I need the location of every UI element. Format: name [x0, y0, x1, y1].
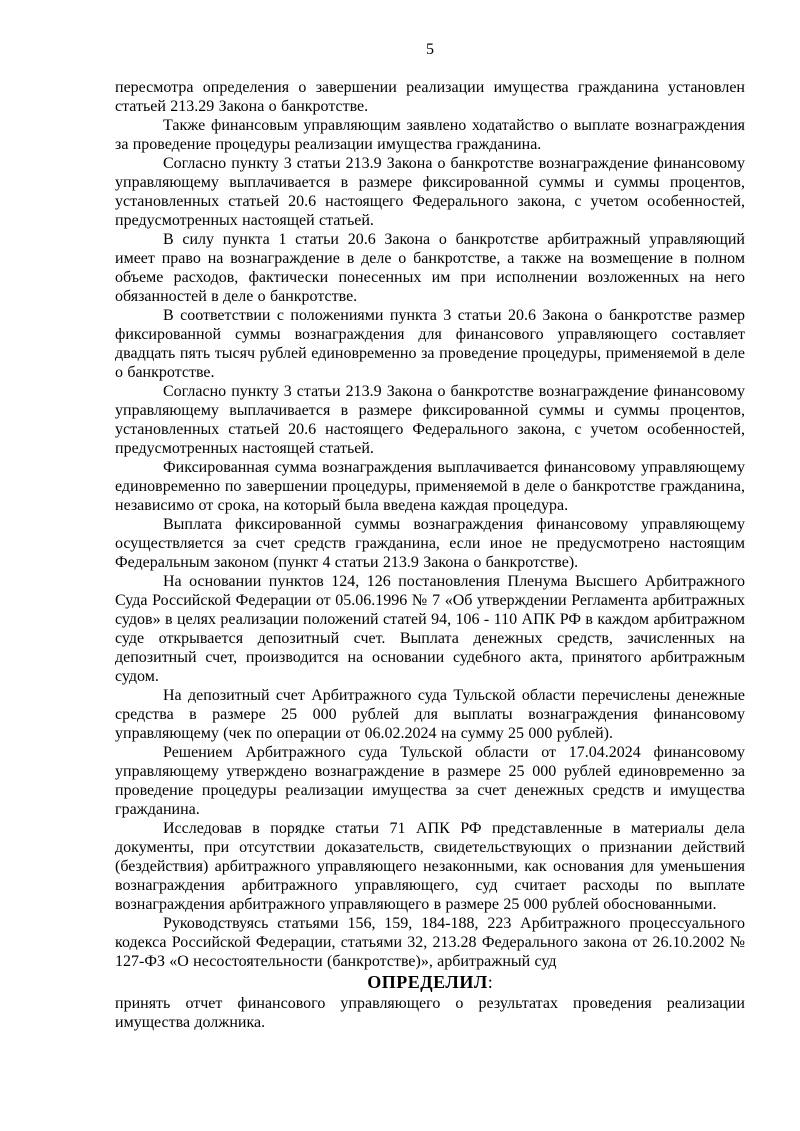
- page-number: 5: [426, 41, 434, 58]
- paragraph: Решением Арбитражного суда Тульской области от 17.04.2024 финансовому управляющему утверждено вознаграждение в размере 25 000 рублей единовременно за проведение процедуры реализации имущества за счет денежных средств и имущества гражданина.: [115, 744, 745, 818]
- ruling-heading-word: ОПРЕДЕЛИЛ: [367, 972, 488, 992]
- document-body: [115, 78, 745, 1032]
- paragraph: Исследовав в порядке статьи 71 АПК РФ представленные в материалы дела документы, при отсутствии доказательств, свидетельствующих о признании действий (бездействия) арбитражного управляющего незаконными, как основания для уменьшения вознаграждения арбитражного управляющего, суд считает расходы по выплате вознаграждения арбитражного управляющего в размере 25 000 рублей обоснованными.: [115, 820, 745, 913]
- paragraph: Согласно пункту 3 статьи 213.9 Закона о банкротстве вознаграждение финансовому управляющему выплачивается в размере фиксированной суммы и суммы процентов, установленных статьей 20.6 настоящего Федерального закона, с учетом особенностей, предусмотренных настоящей статьей.: [115, 155, 745, 229]
- paragraph-ruling-text: принять отчет финансового управляющего о результатах проведения реализации имущества должника.: [115, 995, 745, 1031]
- ruling-heading-colon: :: [487, 972, 493, 992]
- paragraph: В силу пункта 1 статьи 20.6 Закона о банкротстве арбитражный управляющий имеет право на вознаграждение в деле о банкротстве, а также на возмещение в полном объеме расходов, фактически понесенных им при исполнении возложенных на него обязанностей в деле о банкротстве.: [115, 231, 745, 305]
- paragraph: Также финансовым управляющим заявлено ходатайство о выплате вознаграждения за проведение процедуры реализации имущества гражданина.: [115, 117, 745, 153]
- paragraph: Фиксированная сумма вознаграждения выплачивается финансовому управляющему единовременно по завершении процедуры, применяемой в деле о банкротстве гражданина, независимо от срока, на который была введена каждая процедура.: [115, 459, 745, 514]
- paragraph: Выплата фиксированной суммы вознаграждения финансовому управляющему осуществляется за счет средств гражданина, если иное не предусмотрено настоящим Федеральным законом (пункт 4 статьи 213.9 Закона о банкротстве).: [115, 516, 745, 571]
- paragraph: В соответствии с положениями пункта 3 статьи 20.6 Закона о банкротстве размер фиксированной суммы вознаграждения для финансового управляющего составляет двадцать пять тысяч рублей единовременно за проведение процедуры, применяемой в деле о банкротстве.: [115, 307, 745, 381]
- paragraph-continuation: пересмотра определения о завершении реализации имущества гражданина установлен статьей 213.29 Закона о банкротстве.: [115, 79, 745, 115]
- paragraph: Руководствуясь статьями 156, 159, 184-188, 223 Арбитражного процессуального кодекса Российской Федерации, статьями 32, 213.28 Федерального закона от 26.10.2002 № 127-ФЗ «О несостоятельности (банкротстве)», арбитражный суд: [115, 915, 745, 970]
- paragraph: Согласно пункту 3 статьи 213.9 Закона о банкротстве вознаграждение финансовому управляющему выплачивается в размере фиксированной суммы и суммы процентов, установленных статьей 20.6 настоящего Федерального закона, с учетом особенностей, предусмотренных настоящей статьей.: [115, 383, 745, 457]
- paragraph: На основании пунктов 124, 126 постановления Пленума Высшего Арбитражного Суда Российской Федерации от 05.06.1996 № 7 «Об утверждении Регламента арбитражных судов» в целях реализации положений статей 94, 106 - 110 АПК РФ в каждом арбитражном суде открывается депозитный счет. Выплата денежных средств, зачисленных на депозитный счет, производится на основании судебного акта, принятого арбитражным судом.: [115, 573, 745, 685]
- ruling-heading: [115, 972, 745, 993]
- paragraph: На депозитный счет Арбитражного суда Тульской области перечислены денежные средства в размере 25 000 рублей для выплаты вознаграждения финансовому управляющему (чек по операции от 06.02.2024 на сумму 25 000 рублей).: [115, 687, 745, 742]
